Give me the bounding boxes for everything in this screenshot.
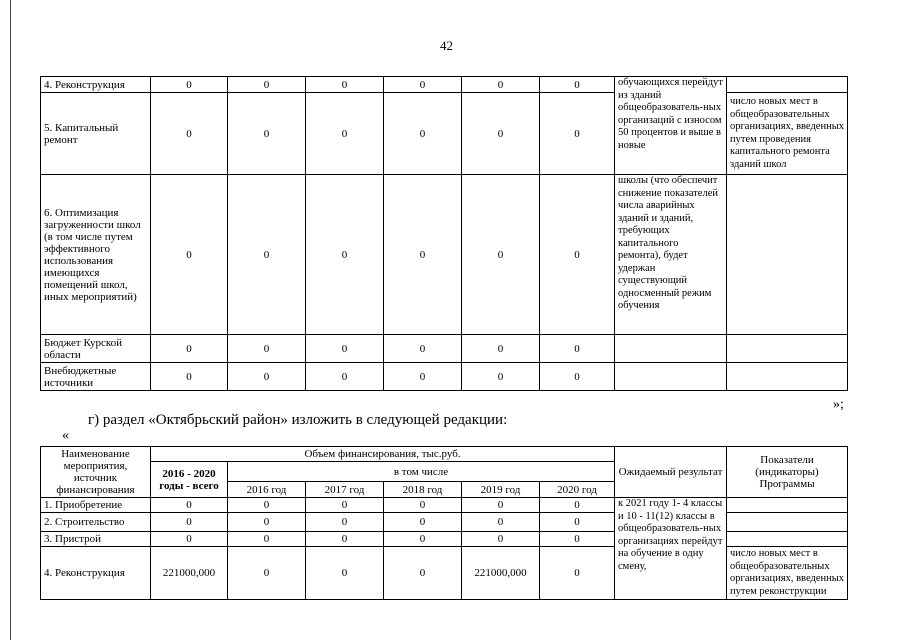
cell-2018: 0 (384, 532, 462, 547)
table-row (41, 547, 848, 600)
cell-2018: 0 (384, 498, 462, 513)
cell-2016: 0 (228, 175, 306, 335)
row-label: 4. Реконструкция (41, 77, 151, 93)
cell-2016: 0 (228, 532, 306, 547)
table-row (41, 77, 848, 93)
table-row (41, 532, 848, 547)
table-row (41, 335, 848, 363)
cell-2017: 0 (306, 93, 384, 175)
cell-2020: 0 (540, 363, 615, 391)
table-october-district (40, 446, 848, 600)
cell-2019: 0 (462, 77, 540, 93)
page-edge-line (10, 0, 11, 640)
header-funding: Объем финансирования, тыс.руб. (151, 447, 615, 462)
cell-2019: 0 (462, 513, 540, 532)
cell-2020: 0 (540, 547, 615, 600)
cell-2017: 0 (306, 547, 384, 600)
row-label: 3. Пристрой (41, 532, 151, 547)
cell-2020: 0 (540, 93, 615, 175)
page-number: 42 (440, 38, 453, 53)
cell-2017: 0 (306, 498, 384, 513)
cell-2018: 0 (384, 547, 462, 600)
header-year: 2018 год (384, 482, 462, 498)
cell-total: 0 (151, 363, 228, 391)
cell-2016: 0 (228, 93, 306, 175)
indicator-empty (727, 363, 848, 391)
cell-2018: 0 (384, 175, 462, 335)
cell-total: 0 (151, 175, 228, 335)
instruction-text: г) раздел «Октябрьский район» изложить в следующей редакции: (88, 412, 508, 428)
expected-result: к 2021 году 1- 4 классы и 10 - 11(12) классы в общеобразователь-ных организациях перейдут на обучение в одну смену, (615, 498, 727, 600)
indicator-empty (727, 77, 848, 93)
cell-2020: 0 (540, 513, 615, 532)
cell-2020: 0 (540, 175, 615, 335)
header-indicators: Показатели (индикаторы) Программы (727, 447, 848, 498)
row-label: 1. Приобретение (41, 498, 151, 513)
cell-2016: 0 (228, 77, 306, 93)
header-result: Ожидаемый результат (615, 447, 727, 498)
expected-result-2: школы (что обеспечит снижение показателей числа аварийных зданий и зданий, требующих капитального ремонта), будет удержан существующий односменный режим обучения (615, 175, 727, 335)
cell-2019: 0 (462, 363, 540, 391)
cell-2017: 0 (306, 513, 384, 532)
cell-total: 0 (151, 335, 228, 363)
indicator-empty (727, 335, 848, 363)
cell-2020: 0 (540, 498, 615, 513)
row-label: 6. Оптимизация загруженности школ (в том числе путем эффективного использования имеющихся помещений школ, иных мероприятий) (41, 175, 151, 335)
cell-2018: 0 (384, 363, 462, 391)
table-row (41, 498, 848, 513)
cell-2016: 0 (228, 335, 306, 363)
indicator-empty (727, 513, 848, 532)
cell-total: 0 (151, 498, 228, 513)
cell-2017: 0 (306, 363, 384, 391)
row-label: Внебюджетные источники (41, 363, 151, 391)
cell-2019: 0 (462, 175, 540, 335)
cell-total: 0 (151, 513, 228, 532)
cell-2017: 0 (306, 335, 384, 363)
cell-2017: 0 (306, 175, 384, 335)
header-including: в том числе (228, 462, 615, 482)
cell-total: 221000,000 (151, 547, 228, 600)
indicator-text: число новых мест в общеобразовательных организациях, введенных путем реконструкции (727, 547, 848, 600)
expected-result-1: обучающихся перейдут из зданий общеобразователь-ных организаций с износом 50 процентов и выше в новые (615, 77, 727, 175)
cell-2019: 0 (462, 335, 540, 363)
cell-2016: 0 (228, 513, 306, 532)
cell-2018: 0 (384, 77, 462, 93)
opening-quote: « (62, 428, 69, 443)
indicator-empty (727, 175, 848, 335)
cell-total: 0 (151, 77, 228, 93)
row-label: 2. Строительство (41, 513, 151, 532)
cell-2019: 0 (462, 532, 540, 547)
row-label: Бюджет Курской области (41, 335, 151, 363)
table-row (41, 513, 848, 532)
header-year: 2020 год (540, 482, 615, 498)
cell-total: 0 (151, 532, 228, 547)
row-label: 4. Реконструкция (41, 547, 151, 600)
result-empty (615, 363, 727, 391)
cell-2020: 0 (540, 532, 615, 547)
cell-2017: 0 (306, 77, 384, 93)
table-continuation (40, 76, 848, 391)
header-total: 2016 - 2020 годы - всего (151, 462, 228, 498)
header-year: 2019 год (462, 482, 540, 498)
table-row (41, 93, 848, 175)
header-year: 2016 год (228, 482, 306, 498)
cell-total: 0 (151, 93, 228, 175)
cell-2019: 0 (462, 93, 540, 175)
cell-2018: 0 (384, 513, 462, 532)
table-row (41, 363, 848, 391)
header-year: 2017 год (306, 482, 384, 498)
cell-2019: 221000,000 (462, 547, 540, 600)
cell-2016: 0 (228, 498, 306, 513)
cell-2016: 0 (228, 363, 306, 391)
row-label: 5. Капитальный ремонт (41, 93, 151, 175)
cell-2019: 0 (462, 498, 540, 513)
cell-2018: 0 (384, 93, 462, 175)
indicator-text: число новых мест в общеобразовательных организациях, введенных путем проведения капитального ремонта зданий школ (727, 93, 848, 175)
cell-2017: 0 (306, 532, 384, 547)
indicator-empty (727, 498, 848, 513)
cell-2020: 0 (540, 77, 615, 93)
result-empty (615, 335, 727, 363)
cell-2016: 0 (228, 547, 306, 600)
closing-quote: »; (833, 397, 844, 412)
cell-2018: 0 (384, 335, 462, 363)
header-name: Наименование мероприятия, источник финансирования (41, 447, 151, 498)
indicator-empty (727, 532, 848, 547)
header-row (41, 447, 848, 462)
cell-2020: 0 (540, 335, 615, 363)
table-row (41, 175, 848, 335)
